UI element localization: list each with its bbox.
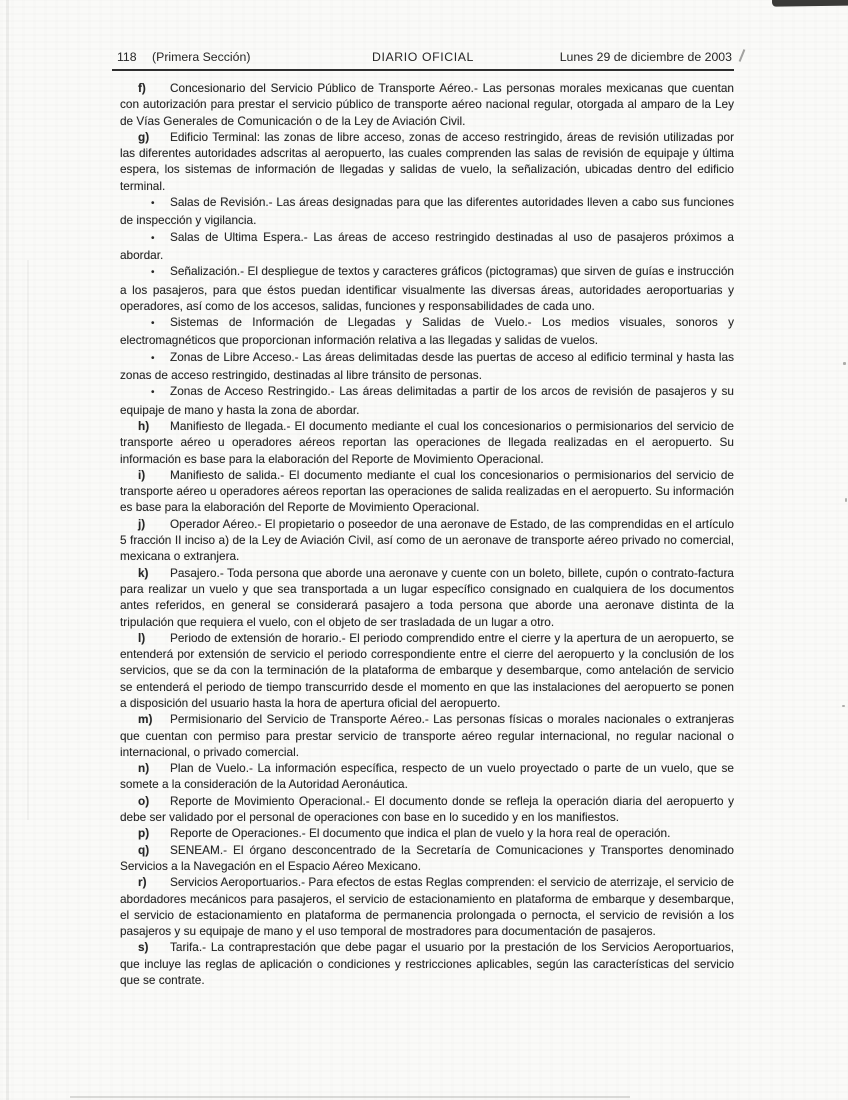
paragraph-label: • bbox=[151, 198, 155, 210]
paragraph-text: Señalización.- El despliegue de textos y caracteres gráficos (pictogramas) que sirven de guías e instrucción a los pasajeros, para que éstos puedan identificar visualmente las diversas áreas, autoridades aeroportuarias y operadores, así como de los accesos, salidas, funciones y responsabilidades de cada uno. bbox=[120, 264, 734, 313]
page-number: 118 bbox=[117, 50, 137, 64]
paragraph bbox=[120, 630, 734, 711]
paragraph-label: • bbox=[151, 318, 155, 330]
paragraph-label: j) bbox=[138, 516, 146, 531]
paragraph-label: f) bbox=[138, 81, 146, 95]
paragraph bbox=[120, 129, 734, 194]
paragraph bbox=[120, 349, 734, 384]
paragraph bbox=[120, 565, 734, 630]
paragraph-label: h) bbox=[138, 418, 150, 433]
paragraph-text: Plan de Vuelo.- La información específica, respecto de un vuelo proyectado o parte de un vuelo, que se somete a la consideración de la Autoridad Aeronáutica. bbox=[120, 761, 734, 792]
scan-speck bbox=[845, 498, 847, 502]
scan-artifact-top-right bbox=[772, 0, 848, 7]
paragraph-label: g) bbox=[138, 129, 150, 144]
paragraph-label: r) bbox=[138, 875, 147, 890]
paragraph bbox=[120, 418, 734, 467]
paragraph bbox=[120, 314, 734, 349]
paragraph-text: Reporte de Movimiento Operacional.- El documento donde se refleja la operación diaria del aeropuerto y debe ser validado por el personal de operaciones con base en lo sucedido y en los manifiestos. bbox=[120, 793, 734, 825]
paragraph-label: l) bbox=[138, 630, 146, 645]
paragraph bbox=[120, 711, 734, 760]
publication-date: Lunes 29 de diciembre de 2003 bbox=[559, 50, 732, 64]
paragraph-text: Permisionario del Servicio de Transporte Aéreo.- Las personas físicas o morales nacionales o extranjeras que cuentan con permiso para prestar servicio de transporte aéreo regular internacional, no regular nacional o internacional, o privado comercial. bbox=[120, 712, 734, 759]
scan-speck bbox=[842, 705, 845, 707]
paragraph-label: k) bbox=[138, 565, 149, 580]
paragraph bbox=[120, 939, 734, 988]
paragraph-text: Zonas de Acceso Restringido.- Las áreas delimitadas a partir de los arcos de revisión de pasajeros y su equipaje de mano y hasta la zona de abordar. bbox=[120, 384, 734, 417]
paragraph bbox=[120, 760, 734, 793]
paragraph-text: Zonas de Libre Acceso.- Las áreas delimitadas desde las puertas de acceso al edificio terminal y hasta las zonas de acceso restringido, destinadas al libre tránsito de personas. bbox=[120, 349, 734, 383]
paragraph bbox=[120, 825, 734, 841]
paragraph-label: • bbox=[151, 352, 155, 364]
paragraph-label: • bbox=[151, 387, 155, 399]
scan-artifact-bottom-line bbox=[70, 1096, 630, 1098]
paragraph bbox=[120, 80, 734, 129]
scan-artifact-left-edge bbox=[6, 0, 9, 1100]
paragraph-text: Sistemas de Información de Llegadas y Salidas de Vuelo.- Los medios visuales, sonoros y electromagnéticos que proporcionan información relativa a las llegadas y salidas de vuelos. bbox=[120, 315, 734, 348]
paragraph bbox=[120, 516, 734, 565]
paragraph-text: Tarifa.- La contraprestación que debe pagar el usuario por la prestación de los Servicios Aeroportuarios, que incluye las reglas de aplicación o condiciones y restricciones aplicables, según las características del servicio que se contrate. bbox=[120, 940, 734, 988]
header-rule bbox=[112, 69, 734, 71]
page-header bbox=[112, 49, 734, 65]
paragraph bbox=[120, 793, 734, 826]
paragraph-label: q) bbox=[138, 842, 150, 857]
paragraph-label: s) bbox=[138, 940, 149, 955]
scan-artifact-left-edge-2 bbox=[27, 260, 29, 820]
paragraph bbox=[120, 263, 734, 314]
paragraph bbox=[120, 229, 734, 264]
paragraph-label: • bbox=[151, 232, 155, 244]
paragraph-text: Concesionario del Servicio Público de Transporte Aéreo.- Las personas morales mexicanas que cuentan con autorización para prestar el servicio público de transporte aéreo nacional regular, otorgada al amparo de la Ley de Vías Generales de Comunicación o de la Ley de Aviación Civil. bbox=[120, 81, 734, 128]
paragraph-label: • bbox=[151, 267, 155, 279]
paragraph-text: Operador Aéreo.- El propietario o poseedor de una aeronave de Estado, de las comprendidas en el artículo 5 fracción II inciso a) de la Ley de Aviación Civil, así como de un aeronave de transporte aéreo privado no comercial, mexicana o extranjera. bbox=[120, 516, 734, 564]
paragraph-label: i) bbox=[138, 467, 146, 482]
scan-speck bbox=[843, 362, 846, 365]
paragraph-text: Manifiesto de llegada.- El documento mediante el cual los concesionarios o permisionarios del servicio de transporte aéreo u operadores aéreos reportan las operaciones de llegada realizadas en el aeropuerto. Su información es base para la elaboración del Reporte de Movimiento Operacional. bbox=[120, 418, 734, 466]
header-left bbox=[117, 49, 250, 65]
publication-title: DIARIO OFICIAL bbox=[371, 50, 475, 64]
paragraph bbox=[120, 383, 734, 418]
document-body bbox=[120, 80, 734, 988]
section-label: (Primera Sección) bbox=[152, 50, 251, 64]
paragraph-text: Manifiesto de salida.- El documento mediante el cual los concesionarios o permisionarios del servicio de transporte aéreo u operadores aéreos reportan las operaciones de salida realizadas en el aeropuerto. Su información es base para la elaboración del Reporte de Movimiento Operacional. bbox=[120, 467, 734, 515]
paragraph-label: m) bbox=[138, 712, 153, 727]
paragraph-text: Reporte de Operaciones.- El documento que indica el plan de vuelo y la hora real de operación. bbox=[170, 826, 671, 841]
paragraph-text: SENEAM.- El órgano desconcentrado de la Secretaría de Comunicaciones y Transportes denominado Servicios a la Navegación en el Espacio Aéreo Mexicano. bbox=[120, 842, 734, 873]
paragraph-label: p) bbox=[138, 826, 150, 841]
paragraph bbox=[120, 842, 734, 875]
scan-artifact-header-mark bbox=[739, 49, 746, 62]
paragraph-label: o) bbox=[138, 793, 150, 808]
paragraph bbox=[120, 467, 734, 516]
paragraph-text: Salas de Ultima Espera.- Las áreas de acceso restringido destinadas al uso de pasajeros próximos a abordar. bbox=[120, 229, 734, 262]
paragraph-text: Servicios Aeroportuarios.- Para efectos de estas Reglas comprenden: el servicio de aterrizaje, el servicio de abordadores mecánicos para pasajeros, el servicio de estacionamiento en plataforma de embarque y desembarque, el servicio de estacionamiento en plataforma de permanencia prolongada o pernocta, el servicio de revisión a los pasajeros y su equipaje de mano y el uso temporal de mostradores para documentación de pasajeros. bbox=[120, 875, 734, 939]
paragraph bbox=[120, 194, 734, 229]
paragraph bbox=[120, 874, 734, 939]
paragraph-text: Edificio Terminal: las zonas de libre acceso, zonas de acceso restringido, áreas de revisión utilizadas por las diferentes autoridades adscritas al aeropuerto, las cuales comprenden las salas de revisión de equipaje y última espera, los sistemas de información de llegadas y salidas de vuelo, la señalización, ubicadas dentro del edificio terminal. bbox=[120, 129, 734, 193]
paragraph-label: n) bbox=[138, 761, 150, 776]
paragraph-text: Pasajero.- Toda persona que aborde una aeronave y cuente con un boleto, billete, cupón o contrato-factura para realizar un vuelo y que sea transportada a un lugar específico consignado en cualquiera de los documentos antes referidos, en general se considerará pasajero a toda persona que aborde una aeronave distinta de la tripulación que requiera el vuelo, con el objeto de ser trasladada de un lugar a otro. bbox=[120, 565, 734, 629]
paragraph-text: Salas de Revisión.- Las áreas designadas para que las diferentes autoridades lleven a cabo sus funciones de inspección y vigilancia. bbox=[120, 195, 734, 228]
paragraph-text: Periodo de extensión de horario.- El periodo comprendido entre el cierre y la apertura de un aeropuerto, se entenderá por extensión de servicio el periodo correspondiente entre el cierre del aeropuerto y la conclusión de los servicios, que se da con la terminación de la plataforma de embarque y desembarque, como antelación de servicio se entenderá el periodo de tiempo transcurrido desde el momento en que las instalaciones del aeropuerto se ponen a disposición del usuario hasta la hora de apertura oficial del aeropuerto. bbox=[120, 630, 734, 710]
